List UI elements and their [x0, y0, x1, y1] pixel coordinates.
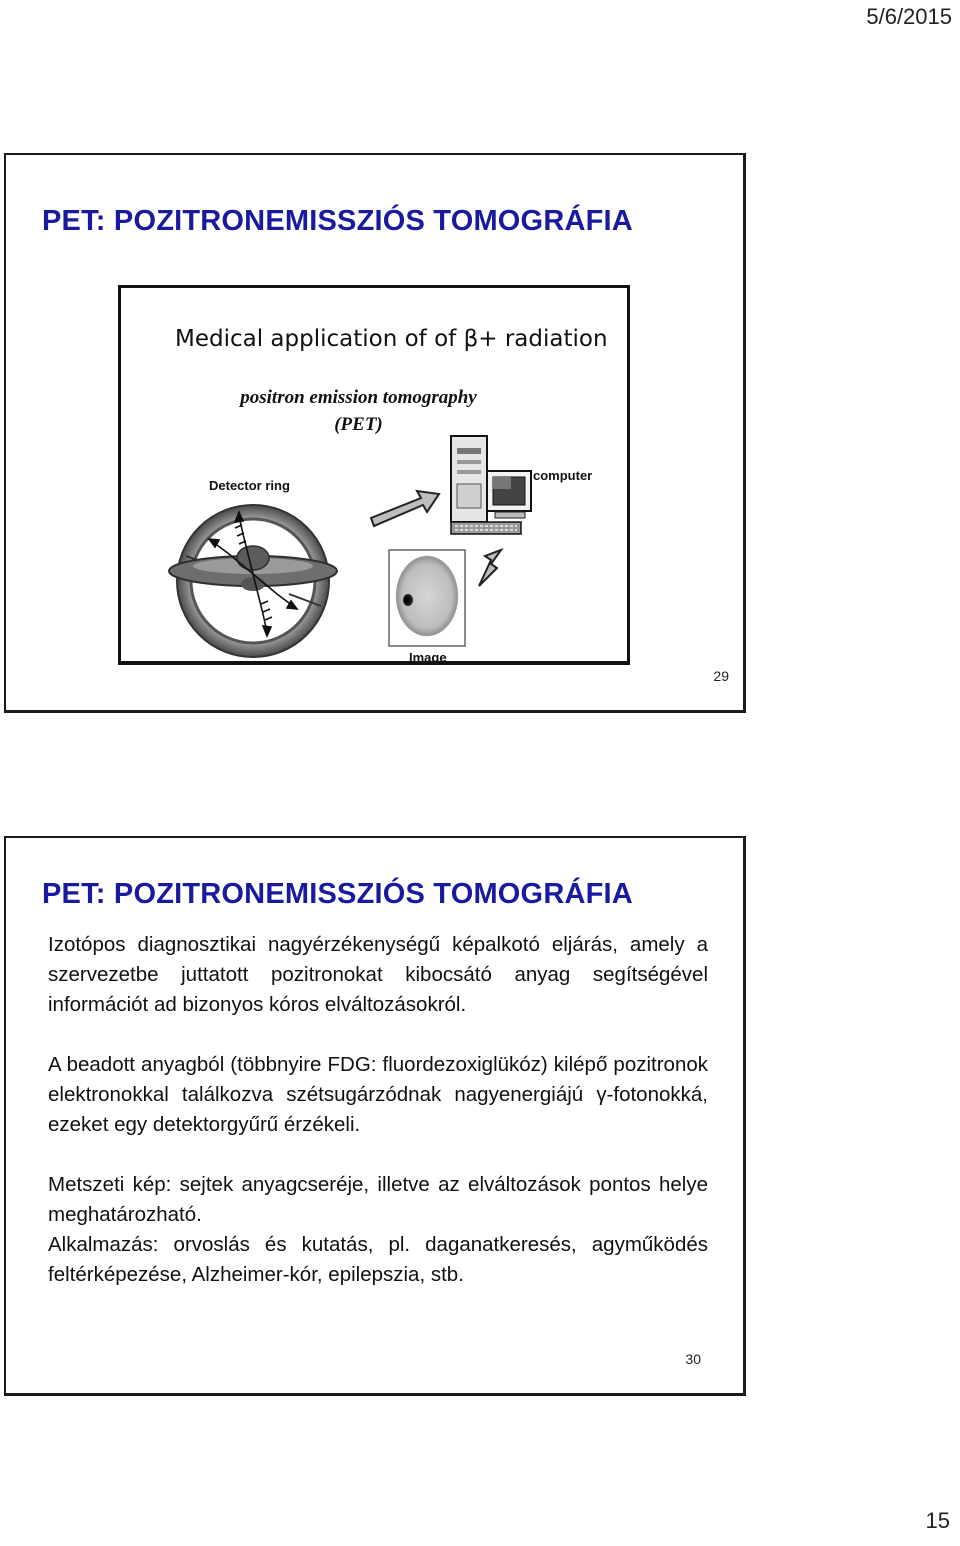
figure-subtitle-line2: (PET) [334, 414, 383, 435]
paragraph-intro: Izotópos diagnosztikai nagyérzékenységű képalkotó eljárás, amely a szervezetbe juttatott pozitronokat kibocsátó anyag segítségével információt ad bizonyos kóros elváltozásokról. [48, 933, 708, 1016]
slide-30 [4, 836, 746, 1396]
figure-title: Medical application of of β+ radiation [175, 326, 608, 352]
pet-diagram-figure [118, 285, 630, 665]
detector-ring-label: Detector ring [209, 478, 290, 493]
figure-subtitle-line1: positron emission tomography [240, 387, 477, 408]
paragraph-applications: Alkalmazás: orvoslás és kutatás, pl. daganatkeresés, agyműködés feltérképezése, Alzheimer-kór, epilepszia, stb. [48, 1233, 708, 1286]
print-date: 5/6/2015 [866, 4, 952, 29]
paragraph-imaging: Metszeti kép: sejtek anyagcseréje, illetve az elváltozások pontos helye meghatározható. [48, 1173, 708, 1226]
slide-body [48, 930, 708, 1290]
arrow-to-image-icon [479, 550, 501, 586]
arrow-to-computer-icon [371, 491, 439, 526]
slide-number: 29 [713, 668, 729, 684]
computer-icon [451, 436, 531, 534]
page-number: 15 [925, 1508, 950, 1533]
slide-title: PET: POZITRONEMISSZIÓS TOMOGRÁFIA [42, 205, 633, 237]
pet-illustration [121, 288, 627, 661]
slide-number: 30 [685, 1351, 701, 1367]
slide-29 [4, 153, 746, 713]
image-label: Image [409, 650, 447, 665]
slide-title: PET: POZITRONEMISSZIÓS TOMOGRÁFIA [42, 878, 633, 910]
computer-label: computer [533, 468, 593, 483]
pet-scan-image-icon [389, 550, 465, 646]
paragraph-mechanism: A beadott anyagból (többnyire FDG: fluordezoxiglükóz) kilépő pozitronok elektronokkal találkozva szétsugárzódnak nagyenergiájú γ-fotonokká, ezeket egy detektorgyűrű érzékeli. [48, 1053, 708, 1136]
